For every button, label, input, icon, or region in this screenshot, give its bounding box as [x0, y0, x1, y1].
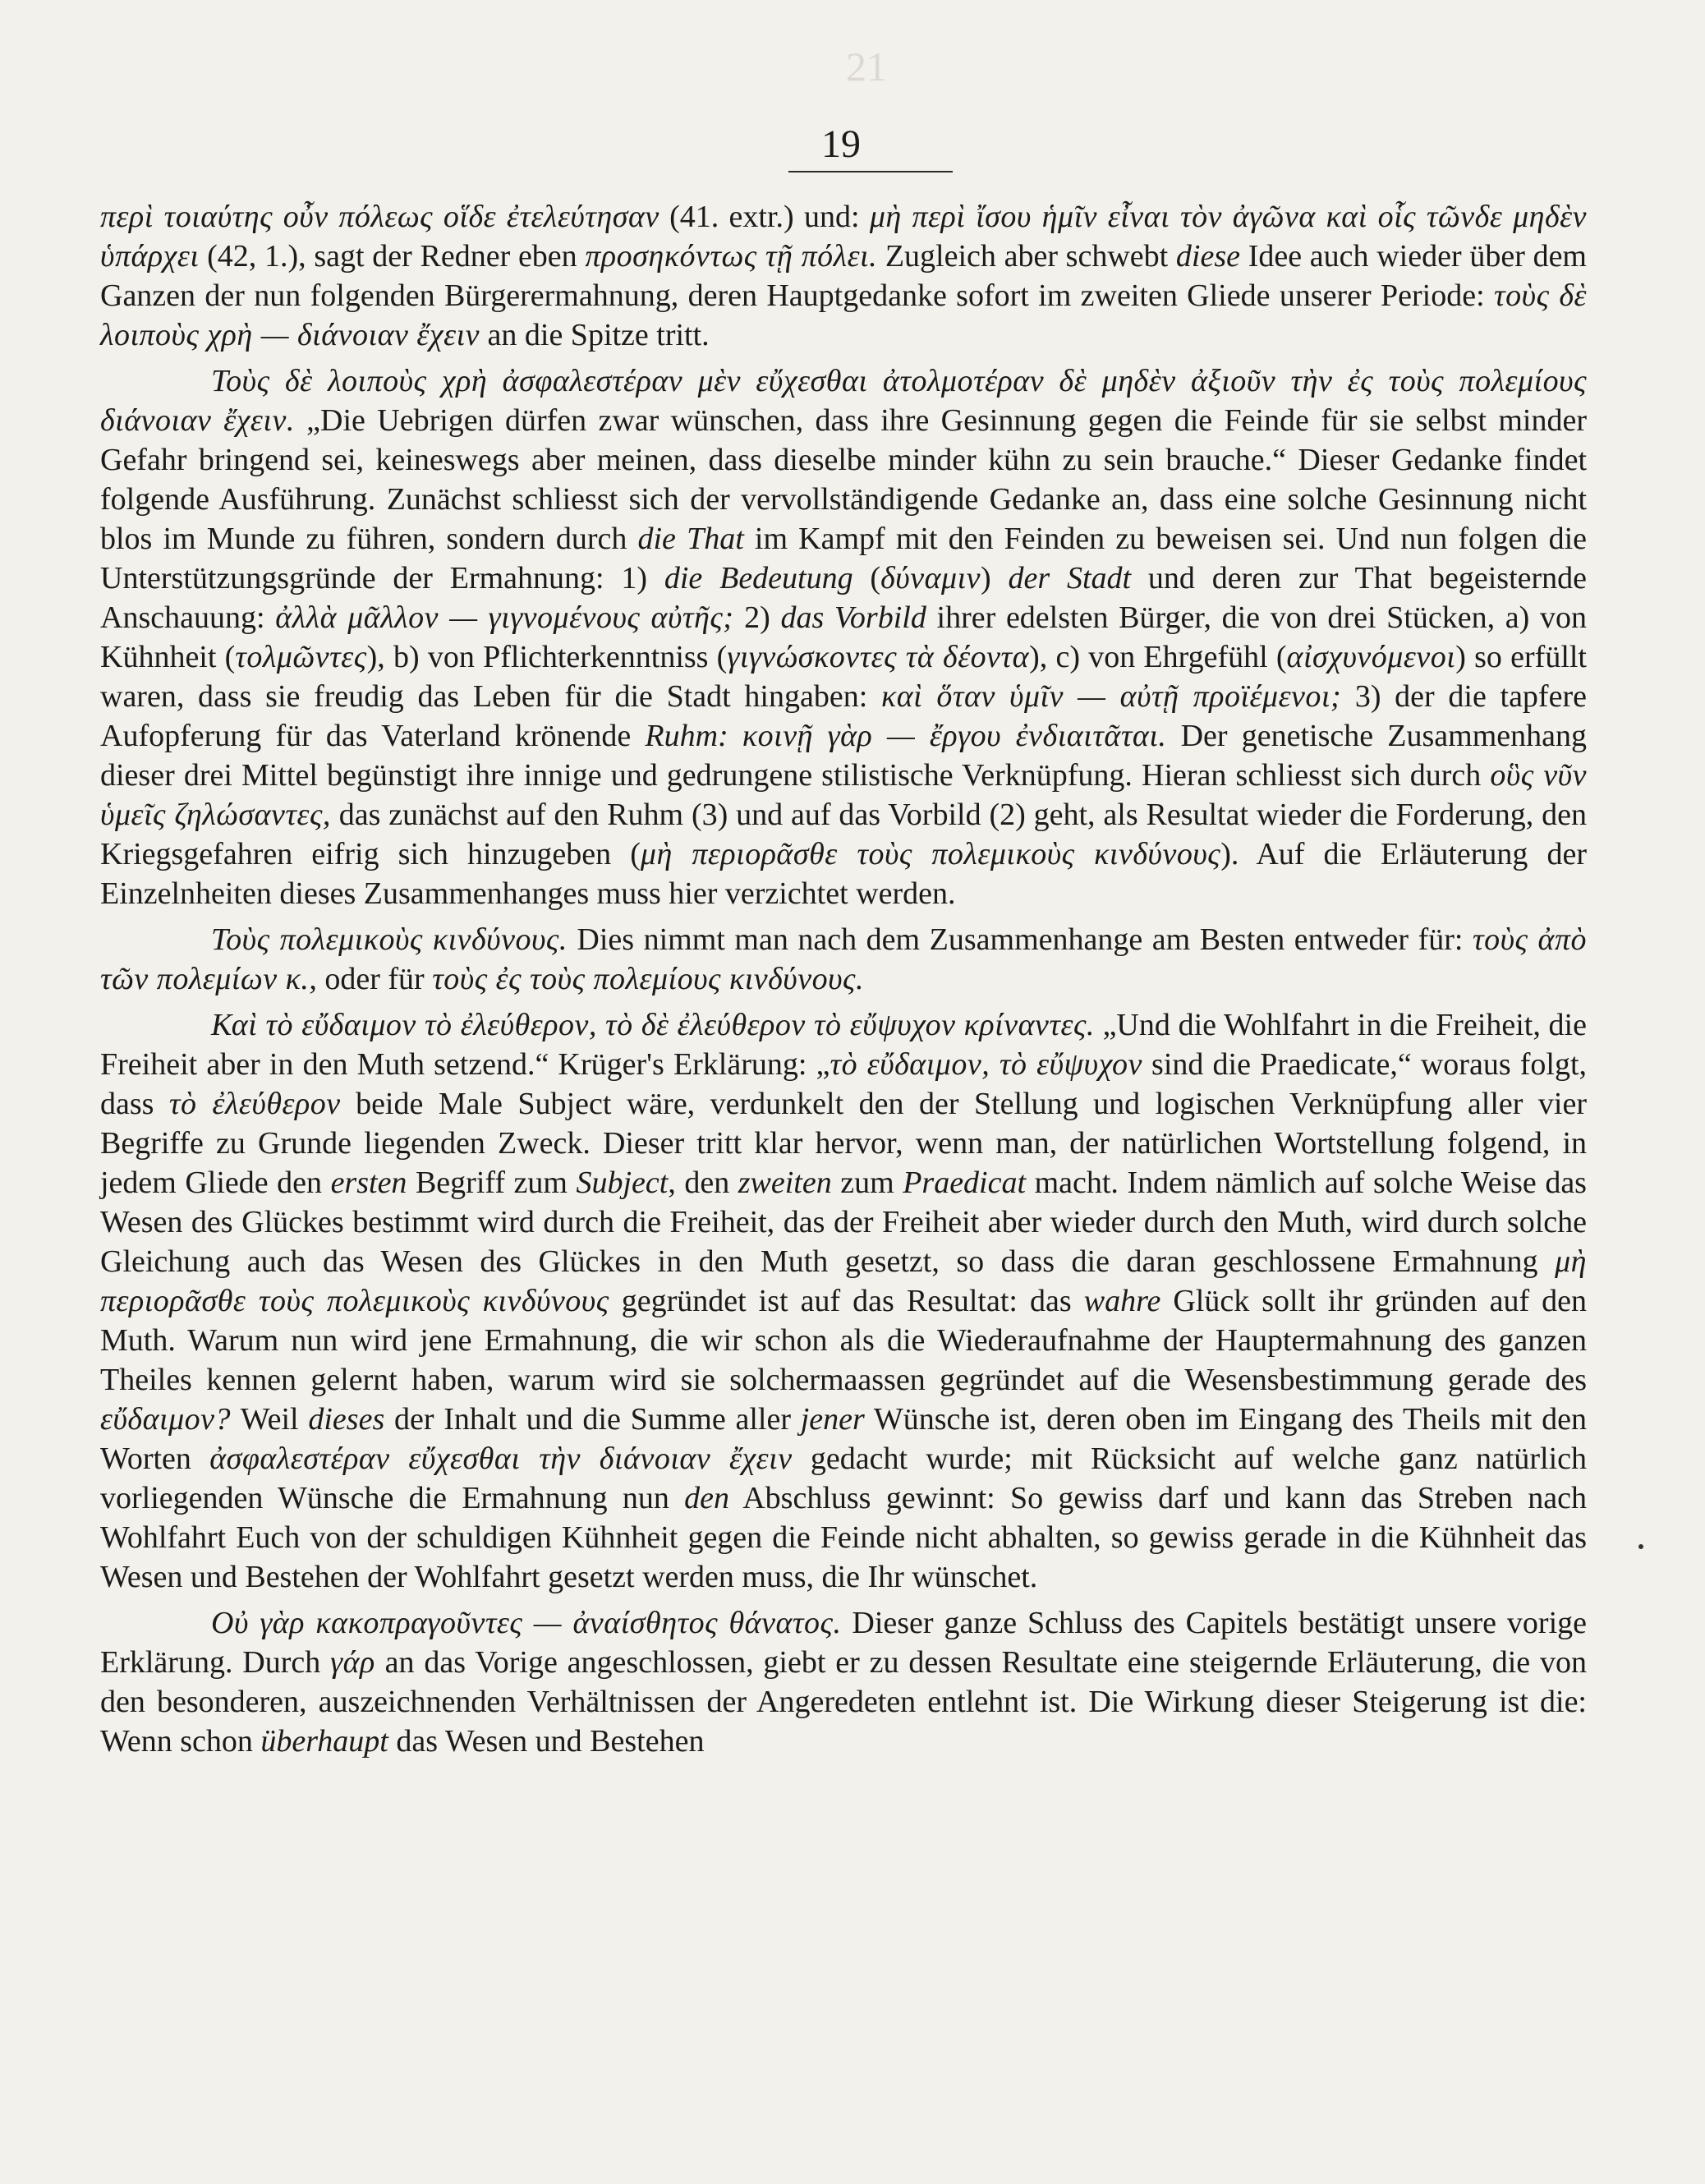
text-run: Weil [231, 1402, 309, 1437]
greek-quote: κοινῇ γὰρ — ἔργου ἐνδιαιτᾶται. [742, 719, 1167, 753]
text-run: (41. extr.) und: [659, 200, 870, 234]
text-run: beide Male Subject wäre, verdunkelt den der Stellung und logischen Verknüpfung aller vier Begriffe zu Grunde liegenden Zweck. Dieser tritt klar hervor, wenn man, der natürlichen Wortstellung folgend, in jedem Gliede den [100, 1087, 1587, 1200]
text-run: macht. Indem nämlich auf solche Weise das Wesen des Glückes bestimmt wird durch die Freiheit, das der Freiheit aber wieder durch den Muth, wird durch solche Gleichung auch das Wesen des Glückes in den Muth gesetzt, so dass die daran geschlossene Ermahnung [100, 1166, 1587, 1279]
greek-quote: μὴ περιορᾶσθε τοὺς πολεμικοὺς κινδύνους [100, 1244, 1587, 1318]
text-run: Abschluss gewinnt: So gewiss darf und kann das Streben nach Wohlfahrt Euch von der schuldigen Kühnheit gegen die Feinde nicht abhalten, so gewiss gerade in die Kühnheit das Wesen und Bestehen der Wohlfahrt gesetzt werden muss, die Ihr wünschet. [100, 1481, 1587, 1594]
paragraph-p3 [100, 920, 1587, 999]
header-rule [788, 171, 953, 172]
greek-quote: οὓς νῦν ὑμεῖς ζηλώσαντες, [100, 758, 1587, 832]
emphasis: Praedicat [903, 1166, 1027, 1200]
greek-quote: Τοὺς δὲ λοιποὺς χρὴ ἀσφαλεστέραν μὲν εὔχεσθαι ἀτολμοτέραν δὲ μηδὲν ἀξιοῦν τὴν ἐς τοὺς πολεμίους διάνοιαν ἔχειν. [100, 364, 1587, 438]
text-run: Dieser ganze Schluss des Capitels bestätigt unsere vorige Erklärung. Durch [100, 1606, 1587, 1680]
text-run: Wünsche ist, deren oben im Eingang des Theils mit den Worten [100, 1402, 1587, 1476]
text-run: das Wesen und Bestehen [388, 1724, 705, 1759]
greek-quote: εὔδαιμον? [100, 1402, 232, 1437]
greek-quote: μὴ περιορᾶσθε τοὺς πολεμικοὺς κινδύνους [640, 837, 1221, 871]
text-run: , den [668, 1166, 738, 1200]
text-run: ). Auf die Erläuterung der Einzelnheiten dieses Zusammenhanges muss hier verzichtet werden. [100, 837, 1587, 911]
text-run: „Und die Wohlfahrt in die Freiheit, die Freiheit aber in den Muth setzend.“ Krüger's Erklärung: „ [100, 1008, 1587, 1082]
body-text [100, 197, 1587, 1768]
emphasis: die That [637, 522, 744, 556]
text-run: 2) [733, 600, 781, 635]
emphasis: wahre [1083, 1284, 1161, 1318]
ink-speck [1638, 1544, 1643, 1549]
greek-quote: τοὺς δὲ λοιποὺς χρὴ — διάνοιαν ἔχειν [100, 278, 1587, 352]
paragraph-p1 [100, 197, 1587, 355]
emphasis: das Vorbild [780, 600, 926, 635]
greek-quote: προσηκόντως τῇ πόλει. [585, 239, 878, 274]
emphasis: Subject [576, 1166, 669, 1200]
text-run: Dies nimmt man nach dem Zusammenhange am Besten entweder für: [567, 922, 1473, 957]
bleed-through-page-number: 21 [846, 44, 887, 90]
text-run: im Kampf mit den Feinden zu beweisen sei. Und nun folgen die Unterstützungsgründe der Ermahnung: 1) [100, 522, 1587, 595]
greek-quote: περὶ τοιαύτης οὖν πόλεως οἵδε ἐτελεύτησαν [100, 200, 659, 234]
text-run: ), b) von Pflichterkenntniss ( [366, 640, 728, 674]
greek-quote: τὸ ἐλεύθερον [168, 1087, 341, 1121]
greek-quote: Οὐ γὰρ κακοπραγοῦντες — ἀναίσθητος θάνατος. [211, 1606, 842, 1640]
paragraph-p4 [100, 1005, 1587, 1597]
text-run: ) [981, 561, 1009, 595]
text-run: Glück sollt ihr gründen auf den Muth. Warum nun wird jene Ermahnung, die wir schon als die Wiederaufnahme der Hauptermahnung des ganzen Theiles kennen gelernt haben, warum wird sie solchermaassen gegründet auf die Wesensbestimmung gerade des [100, 1284, 1587, 1397]
emphasis: dieses [308, 1402, 385, 1437]
emphasis: ersten [330, 1166, 407, 1200]
text-run: ) so erfüllt waren, dass sie freudig das Leben für die Stadt hingaben: [100, 640, 1587, 714]
text-run: Idee auch wieder über dem Ganzen der nun folgenden Bürgerermahnung, deren Hauptgedanke sofort im zweiten Gliede unserer Periode: [100, 239, 1587, 313]
emphasis: die Bedeutung [664, 561, 853, 595]
text-run: (42, 1.), sagt der Redner eben [199, 239, 586, 274]
text-run: 3) der die tapfere Aufopferung für das Vaterland krönende [100, 679, 1587, 753]
text-run: „Die Uebrigen dürfen zwar wünschen, dass ihre Gesinnung gegen die Feinde für sie selbst minder Gefahr bringend sei, keineswegs aber meinen, dass dieselbe minder kühn zu sein brauche.“ Dieser Gedanke findet folgende Ausführung. Zunächst schliesst sich der vervollständigende Gedanke an, dass eine solche Gesinnung nicht blos im Munde zu führen, sondern durch [100, 403, 1587, 556]
text-run: ( [852, 561, 881, 595]
text-run: ihrer edelsten Bürger, die von drei Stücken, a) von Kühnheit ( [100, 600, 1587, 674]
greek-quote: ἀλλὰ μᾶλλον — γιγνομένους αὐτῆς; [275, 600, 734, 635]
greek-quote: τοὺς ἀπὸ τῶν πολεμίων κ. [100, 922, 1588, 996]
text-run: Begriff zum [407, 1166, 577, 1200]
emphasis: diese [1175, 239, 1240, 274]
page-number: 19 [821, 122, 861, 166]
greek-quote: τὸ εὔδαιμον, τὸ εὔψυχον [830, 1047, 1142, 1082]
text-run: Zugleich aber schwebt [877, 239, 1176, 274]
greek-quote: Καὶ τὸ εὔδαιμον τὸ ἐλεύθερον, τὸ δὲ ἐλεύθερον τὸ εὔψυχον κρίναντες. [211, 1008, 1095, 1042]
emphasis: den [684, 1481, 730, 1515]
text-run: gedacht wurde; mit Rücksicht auf welche ganz natürlich vorliegenden Wünsche die Ermahnung nun [100, 1441, 1588, 1515]
greek-quote: γάρ [330, 1645, 375, 1680]
text-run: gegründet ist auf das Resultat: das [609, 1284, 1084, 1318]
greek-quote: Τοὺς πολεμικοὺς κινδύνους. [211, 922, 568, 957]
greek-quote: γιγνώσκοντες τὰ δέοντα [727, 640, 1030, 674]
text-run: an die Spitze tritt. [480, 318, 710, 352]
emphasis: der Stadt [1008, 561, 1132, 595]
greek-quote: τοὺς ἐς τοὺς πολεμίους κινδύνους. [432, 962, 864, 996]
emphasis: überhaupt [260, 1724, 388, 1759]
greek-quote: μὴ περὶ ἴσου ἡμῖν εἶναι τὸν ἀγῶνα καὶ οἷς τῶνδε μηδὲν ὑπάρχει [100, 200, 1588, 274]
greek-quote: καὶ ὅταν ὑμῖν — αὐτῇ προϊέμενοι; [880, 679, 1342, 714]
text-run [728, 719, 742, 753]
greek-quote: ἀσφαλεστέραν εὔχεσθαι τὴν διάνοιαν ἔχειν [209, 1441, 793, 1476]
text-run: ), c) von Ehrgefühl ( [1029, 640, 1287, 674]
text-run: das zunächst auf den Ruhm (3) und auf das Vorbild (2) geht, als Resultat wieder die Forderung, den Kriegsgefahren eifrig sich hinzugeben ( [100, 798, 1588, 871]
text-run: , oder für [309, 962, 433, 996]
paragraph-p5 [100, 1603, 1587, 1761]
emphasis: Ruhm: [645, 719, 728, 753]
paragraph-p2 [100, 361, 1587, 913]
text-run: zum [831, 1166, 903, 1200]
greek-quote: τολμῶντες [235, 640, 367, 674]
text-run: der Inhalt und die Summe aller [384, 1402, 801, 1437]
text-run: Der genetische Zusammenhang dieser drei Mittel begünstigt ihre innige und gedrungene stilistische Verknüpfung. Hieran schliesst sich durch [100, 719, 1588, 793]
text-run: an das Vorige angeschlossen, giebt er zu dessen Resultate eine steigernde Erläuterung, die von den besonderen, auszeichnenden Verhältnissen der Angeredeten entlehnt ist. Die Wirkung dieser Steigerung ist die: Wenn schon [100, 1645, 1587, 1759]
text-run: sind die Praedicate,“ woraus folgt, dass [100, 1047, 1588, 1121]
greek-quote: δύναμιν [880, 561, 981, 595]
text-run: und deren zur That begeisternde Anschauung: [100, 561, 1588, 635]
emphasis: jener [800, 1402, 865, 1437]
emphasis: zweiten [738, 1166, 832, 1200]
greek-quote: αἰσχυνόμενοι [1286, 640, 1456, 674]
